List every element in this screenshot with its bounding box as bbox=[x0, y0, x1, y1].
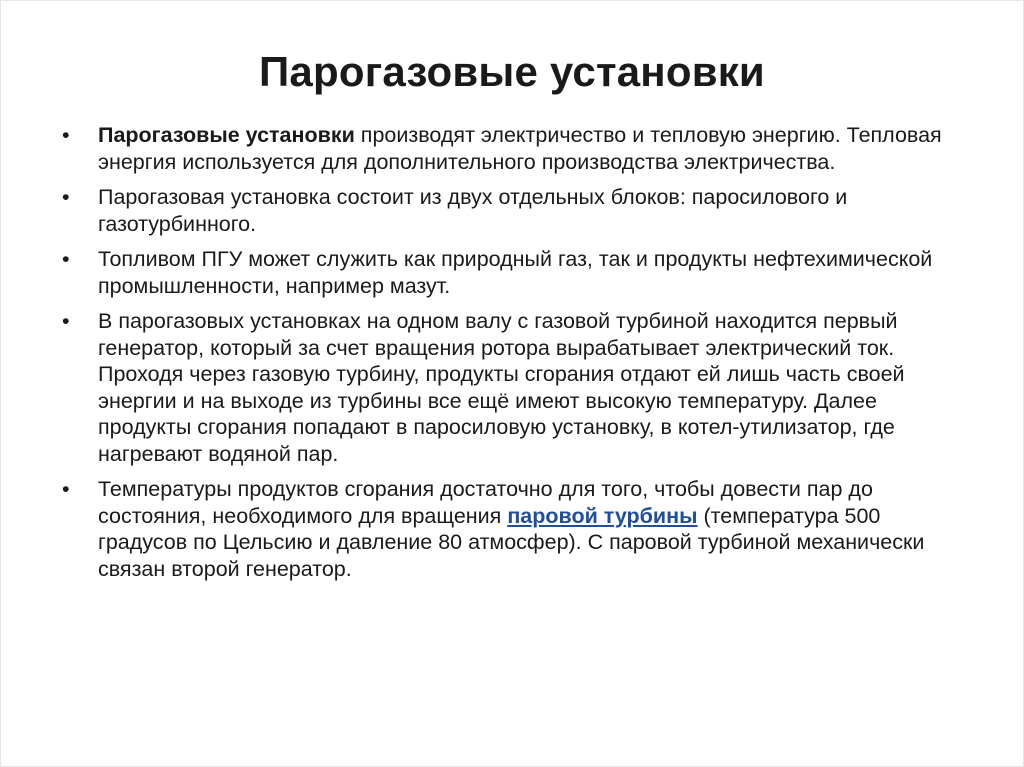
bullet-5-text-after: (температура 500 градусов по Цельсию и давление 80 атмосфер). С паровой турбиной механически связан второй генератор. bbox=[98, 503, 925, 581]
bullet-item-1 bbox=[62, 122, 962, 175]
bullet-1-lead: Парогазовые установки bbox=[98, 123, 355, 147]
slide-title: Парогазовые установки bbox=[259, 48, 765, 95]
bullet-icon: • bbox=[62, 123, 70, 147]
bullet-3-text: Топливом ПГУ может служить как природный газ, так и продукты нефтехимической промышленности, например мазут. bbox=[98, 247, 933, 298]
bullet-2-text: Парогазовая установка состоит из двух отдельных блоков: паросилового и газотурбинного. bbox=[98, 185, 848, 236]
bullet-item-4 bbox=[62, 308, 962, 467]
bullet-5-text-before: Температуры продуктов сгорания достаточно для того, чтобы довести пар до состояния, необходимого для вращения bbox=[98, 477, 873, 528]
bullet-icon: • bbox=[62, 309, 70, 333]
bullet-item-5 bbox=[62, 476, 962, 582]
bullet-item-2 bbox=[62, 184, 962, 237]
bullet-4-text: В парогазовых установках на одном валу с газовой турбиной находится первый генератор, который за счет вращения ротора вырабатывает электрический ток. Проходя через газовую турбину, продукты сгорания отдают ей лишь часть своей энергии и на выходе из турбины все ещё имеют высокую температуру. Далее продукты сгорания попадают в паросиловую установку, в котел-утилизатор, где нагревают водяной пар. bbox=[98, 309, 905, 466]
bullet-icon: • bbox=[62, 247, 70, 271]
bullet-icon: • bbox=[62, 477, 70, 501]
bullet-1-text: производят электричество и тепловую энергию. Тепловая энергия используется для дополнительного производства электричества. bbox=[98, 123, 942, 174]
bullet-icon: • bbox=[62, 185, 70, 209]
bullet-item-3 bbox=[62, 246, 962, 299]
bullet-list bbox=[62, 122, 962, 591]
steam-turbine-link[interactable]: паровой турбины bbox=[507, 503, 698, 528]
